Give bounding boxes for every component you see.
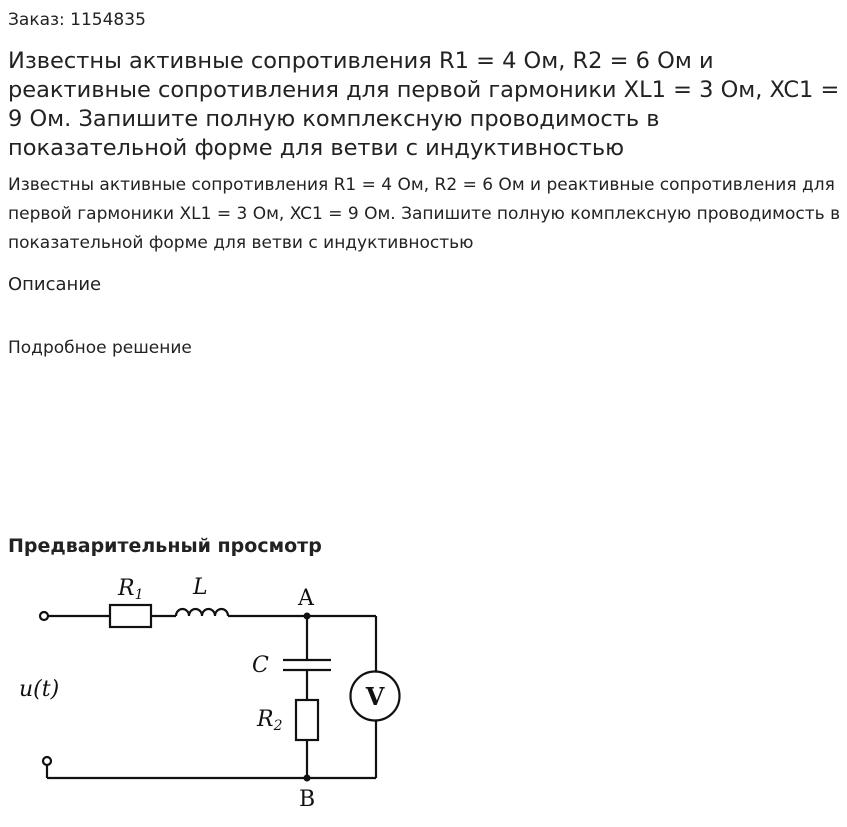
source-voltage-label: u(t) [19, 677, 60, 702]
resistor-r2 [296, 700, 318, 740]
input-terminal-bottom [43, 757, 51, 765]
preview-cropped-strip [0, 560, 847, 568]
capacitor-label: C [252, 653, 269, 678]
resistor-r1 [110, 605, 151, 627]
order-number: Заказ: 1154835 [8, 10, 146, 30]
description-heading: Описание [8, 274, 102, 295]
page-title: Известны активные сопротивления R1 = 4 Ом, R2 = 6 Ом и реактивные сопротивления для первой гармоники XL1 = 3 Ом, XC1 = 9 Ом. Запишите полную комплексную проводимость в показательной форме для ветви с индуктивностью [8, 48, 840, 161]
input-terminal-top [40, 612, 48, 620]
inductor-l [176, 609, 228, 616]
node-b-label: B [299, 787, 316, 812]
inductor-label: L [193, 575, 208, 600]
circuit-diagram [0, 568, 420, 818]
node-a-label: A [298, 586, 314, 611]
solution-label: Подробное решение [8, 338, 192, 358]
voltmeter-label: V [365, 682, 385, 711]
problem-description: Известны активные сопротивления R1 = 4 Ом, R2 = 6 Ом и реактивные сопротивления для первой гармоники XL1 = 3 Ом, XC1 = 9 Ом. Запишите полную комплексную проводимость в показательной форме для ветви с индуктивностью [8, 175, 841, 253]
node-a-dot [304, 613, 311, 620]
r2-label: R2 [257, 707, 283, 734]
preview-heading: Предварительный просмотр [8, 535, 322, 557]
node-b-dot [304, 775, 311, 782]
r1-label: R1 [118, 576, 144, 603]
